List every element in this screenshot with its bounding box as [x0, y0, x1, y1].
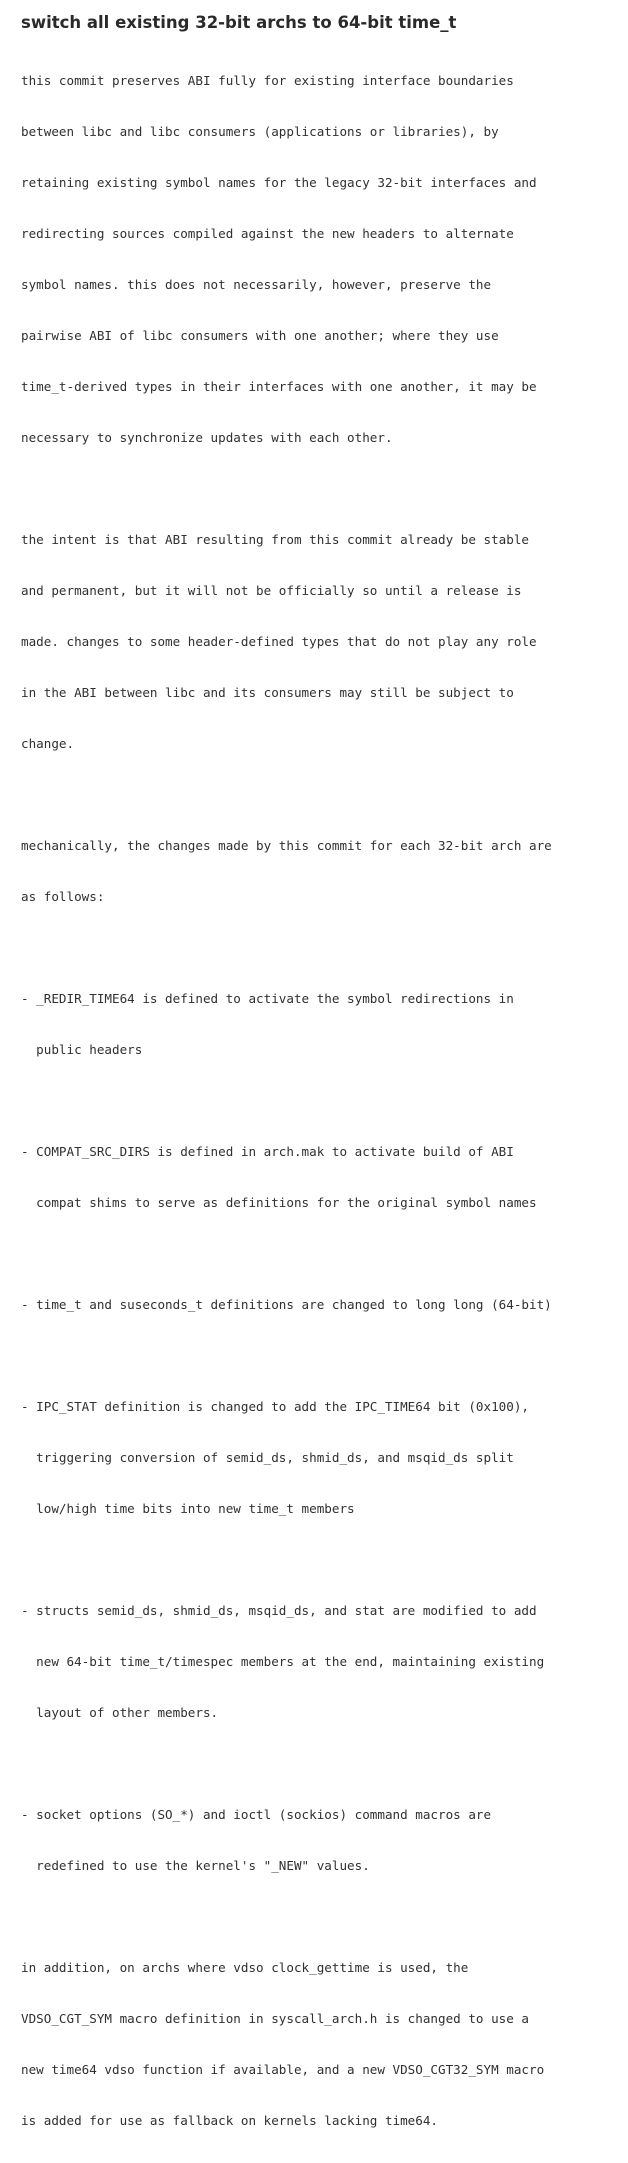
body-line: VDSO_CGT_SYM macro definition in syscall_arch.h is changed to use a	[21, 2011, 529, 2026]
bullet-continuation: redefined to use the kernel's "_NEW" values.	[21, 1858, 370, 1873]
commit-body	[21, 38, 621, 2163]
body-line: is added for use as fallback on kernels lacking time64.	[21, 2113, 439, 2128]
body-line: and permanent, but it will not be officially so until a release is	[21, 583, 522, 598]
blank-line	[21, 1551, 621, 1568]
bullet-continuation: low/high time bits into new time_t members	[21, 1501, 355, 1516]
body-line: in the ABI between libc and its consumers may still be subject to	[21, 685, 514, 700]
body-line: time_t-derived types in their interfaces with one another, it may be	[21, 379, 537, 394]
body-line: mechanically, the changes made by this commit for each 32-bit arch are	[21, 838, 552, 853]
bullet-line: - socket options (SO_*) and ioctl (sockios) command macros are	[21, 1807, 492, 1822]
bullet-line: - structs semid_ds, shmid_ds, msqid_ds, and stat are modified to add	[21, 1603, 537, 1618]
bullet-line: - IPC_STAT definition is changed to add the IPC_TIME64 bit (0x100),	[21, 1399, 529, 1414]
body-line: retaining existing symbol names for the legacy 32-bit interfaces and	[21, 175, 537, 190]
blank-line	[21, 1245, 621, 1262]
bullet-continuation: compat shims to serve as definitions for the original symbol names	[21, 1195, 537, 1210]
bullet-continuation: layout of other members.	[21, 1705, 219, 1720]
blank-line	[21, 1347, 621, 1364]
bullet-line: - _REDIR_TIME64 is defined to activate the symbol redirections in	[21, 991, 514, 1006]
body-line: redirecting sources compiled against the new headers to alternate	[21, 226, 514, 241]
blank-line	[21, 1755, 621, 1772]
blank-line	[21, 1092, 621, 1109]
bullet-continuation: public headers	[21, 1042, 143, 1057]
blank-line	[21, 480, 621, 497]
commit-title: switch all existing 32-bit archs to 64-bit time_t	[21, 13, 457, 32]
blank-line	[21, 1908, 621, 1925]
body-line: new time64 vdso function if available, and a new VDSO_CGT32_SYM macro	[21, 2062, 545, 2077]
bullet-continuation: new 64-bit time_t/timespec members at the end, maintaining existing	[21, 1654, 545, 1669]
blank-line	[21, 786, 621, 803]
body-line: change.	[21, 736, 75, 751]
body-line: pairwise ABI of libc consumers with one another; where they use	[21, 328, 499, 343]
body-line: symbol names. this does not necessarily, however, preserve the	[21, 277, 492, 292]
body-line: the intent is that ABI resulting from this commit already be stable	[21, 532, 529, 547]
body-line: between libc and libc consumers (applications or libraries), by	[21, 124, 499, 139]
commit-message-view	[21, 12, 621, 2163]
bullet-continuation: triggering conversion of semid_ds, shmid_ds, and msqid_ds split	[21, 1450, 514, 1465]
bullet-line: - COMPAT_SRC_DIRS is defined in arch.mak to activate build of ABI	[21, 1144, 514, 1159]
body-line: made. changes to some header-defined types that do not play any role	[21, 634, 537, 649]
body-line: in addition, on archs where vdso clock_gettime is used, the	[21, 1960, 469, 1975]
body-line: this commit preserves ABI fully for existing interface boundaries	[21, 73, 514, 88]
body-line: necessary to synchronize updates with each other.	[21, 430, 393, 445]
bullet-line: - time_t and suseconds_t definitions are changed to long long (64-bit)	[21, 1297, 552, 1312]
body-line: as follows:	[21, 889, 105, 904]
blank-line	[21, 939, 621, 956]
